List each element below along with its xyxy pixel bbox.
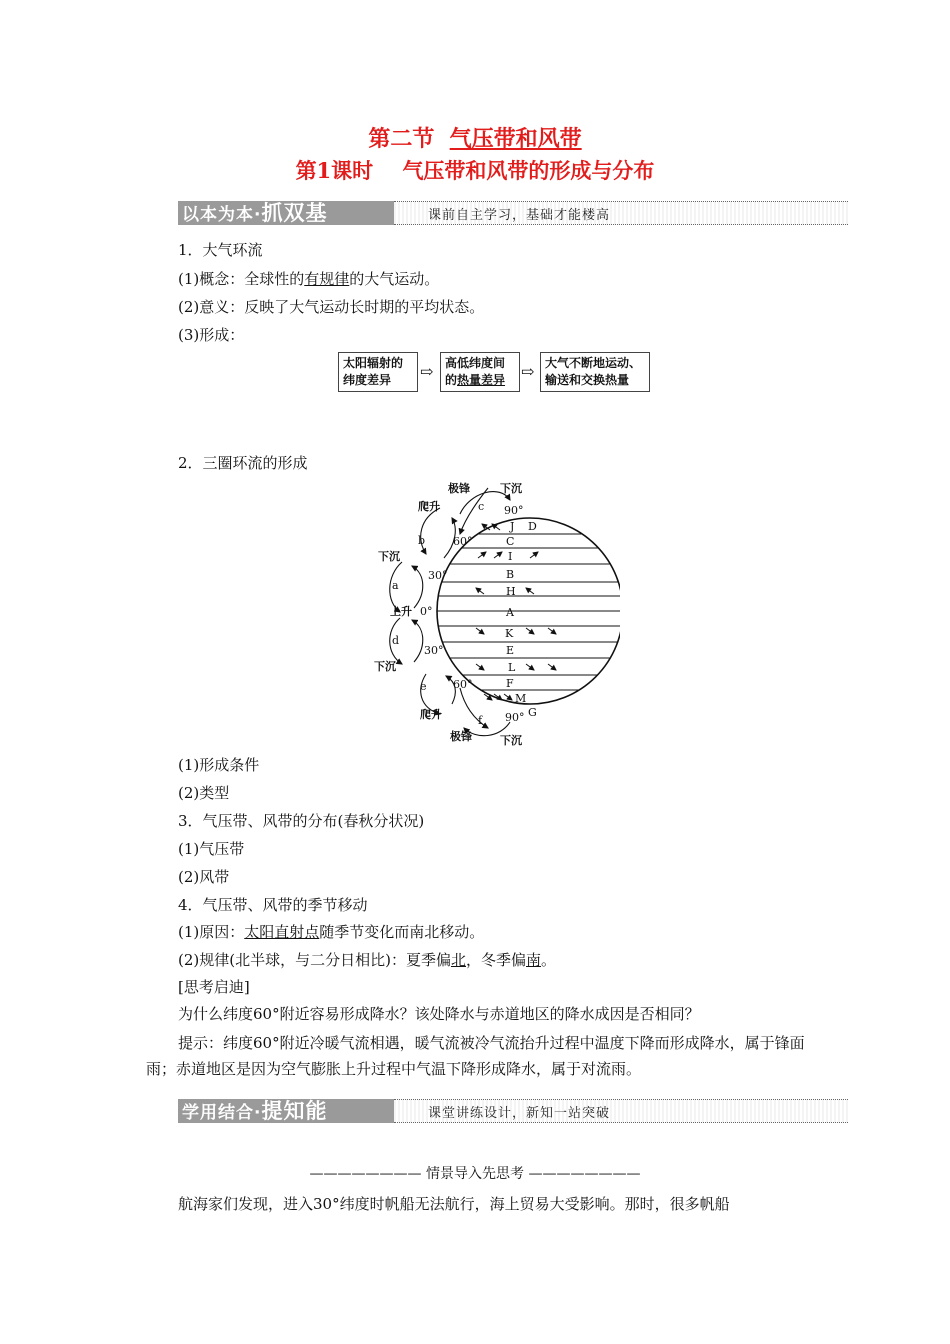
lat-90n: 90°	[504, 504, 524, 517]
band-I: I	[508, 550, 513, 563]
band-J: J	[510, 520, 515, 533]
label-rise-s: 爬升	[420, 708, 442, 721]
band-L: L	[508, 661, 516, 674]
label-sink-30n: 下沉	[378, 550, 400, 563]
think-label: [思考启迪]	[178, 978, 250, 996]
label-sink-30s: 下沉	[374, 660, 396, 673]
s2-heading: 2．三圈环流的形成	[178, 454, 308, 472]
band-K: K	[505, 627, 514, 640]
band-H: H	[506, 585, 516, 598]
lesson-title: 第1课时 气压带和风带的形成与分布	[295, 158, 655, 183]
cell-e: e	[420, 680, 427, 693]
flow-box-3: 大气不断地运动、输送和交换热量	[540, 352, 650, 392]
label-sink-n: 下沉	[500, 482, 522, 495]
band-D: D	[528, 520, 537, 533]
band-M: M	[515, 692, 527, 705]
s1-heading: 1．大气环流	[178, 241, 263, 259]
s4-heading: 4．气压带、风带的季节移动	[178, 896, 368, 914]
s3-wind: (2)风带	[178, 868, 230, 886]
label-polar-front-n: 极锋	[448, 482, 470, 495]
lat-60s: 60°	[453, 678, 473, 691]
s4-reason: (1)原因：太阳直射点随季节变化而南北移动。	[178, 923, 485, 941]
cell-a: a	[392, 579, 399, 592]
s2-type: (2)类型	[178, 784, 230, 802]
banner-label: 学用结合·提知能	[178, 1099, 394, 1123]
cell-c: c	[478, 500, 485, 513]
s4-rule: (2)规律(北半球，与二分日相比)：夏季偏北，冬季偏南。	[178, 951, 557, 969]
lat-60n: 60°	[453, 535, 473, 548]
lat-0: 0°	[420, 605, 433, 618]
banner-apply	[178, 1099, 848, 1123]
scene-text: 航海家们发现，进入30°纬度时帆船无法航行，海上贸易大受影响。那时，很多帆船	[178, 1195, 730, 1213]
cell-d: d	[392, 634, 400, 647]
band-C: C	[506, 535, 515, 548]
flow-arrow-icon: ⇨	[521, 362, 535, 381]
s3-heading: 3．气压带、风带的分布(春秋分状况)	[178, 812, 425, 830]
banner-note: 课堂讲练设计，新知一站突破	[428, 1106, 611, 1121]
s1-meaning: (2)意义：反映了大气运动长时期的平均状态。	[178, 298, 485, 316]
think-question: 为什么纬度60°附近容易形成降水？该处降水与赤道地区的降水成因是否相同？	[178, 1005, 700, 1023]
flow-box-1: 太阳辐射的纬度差异	[338, 352, 418, 392]
cell-b: b	[418, 534, 426, 547]
s1-concept: (1)概念：全球性的有规律的大气运动。	[178, 270, 440, 288]
label-rise-n: 爬升	[418, 500, 440, 513]
flow-arrow-icon: ⇨	[420, 362, 434, 381]
banner-note: 课前自主学习，基础才能楼高	[428, 208, 611, 223]
s3-pressure: (1)气压带	[178, 840, 245, 858]
banner-label: 以本为本·抓双基	[178, 201, 394, 225]
section-title: 第二节 气压带和风带	[368, 126, 582, 152]
flow-box-2: 高低纬度间 的热量差异	[440, 352, 520, 392]
think-answer: 提示：纬度60°附近冷暖气流相遇，暖气流被冷气流抬升过程中温度下降而形成降水，属于锋面雨；赤道地区是因为空气膨胀上升过程中气温下降形成降水，属于对流雨。	[146, 1034, 805, 1078]
s2-cond: (1)形成条件	[178, 756, 260, 774]
band-A: A	[506, 606, 514, 619]
band-F: F	[506, 677, 514, 690]
label-up: 上升	[390, 605, 412, 618]
lat-30s: 30°	[424, 644, 444, 657]
s1-formation: (3)形成：	[178, 326, 245, 344]
label-sink-s: 下沉	[500, 734, 522, 747]
scene-header: ———————— 情景导入先思考 ————————	[309, 1166, 641, 1182]
banner-basics	[178, 201, 848, 225]
cell-f: f	[478, 714, 483, 727]
label-polar-front-s: 极锋	[450, 730, 472, 743]
band-B: B	[506, 568, 515, 581]
wind-arrows	[476, 524, 556, 700]
lat-90s: 90°	[505, 711, 525, 724]
three-cell-circulation-diagram	[360, 478, 620, 750]
band-G: G	[528, 706, 537, 719]
lat-30n: 30°	[428, 569, 448, 582]
band-E: E	[506, 644, 515, 657]
